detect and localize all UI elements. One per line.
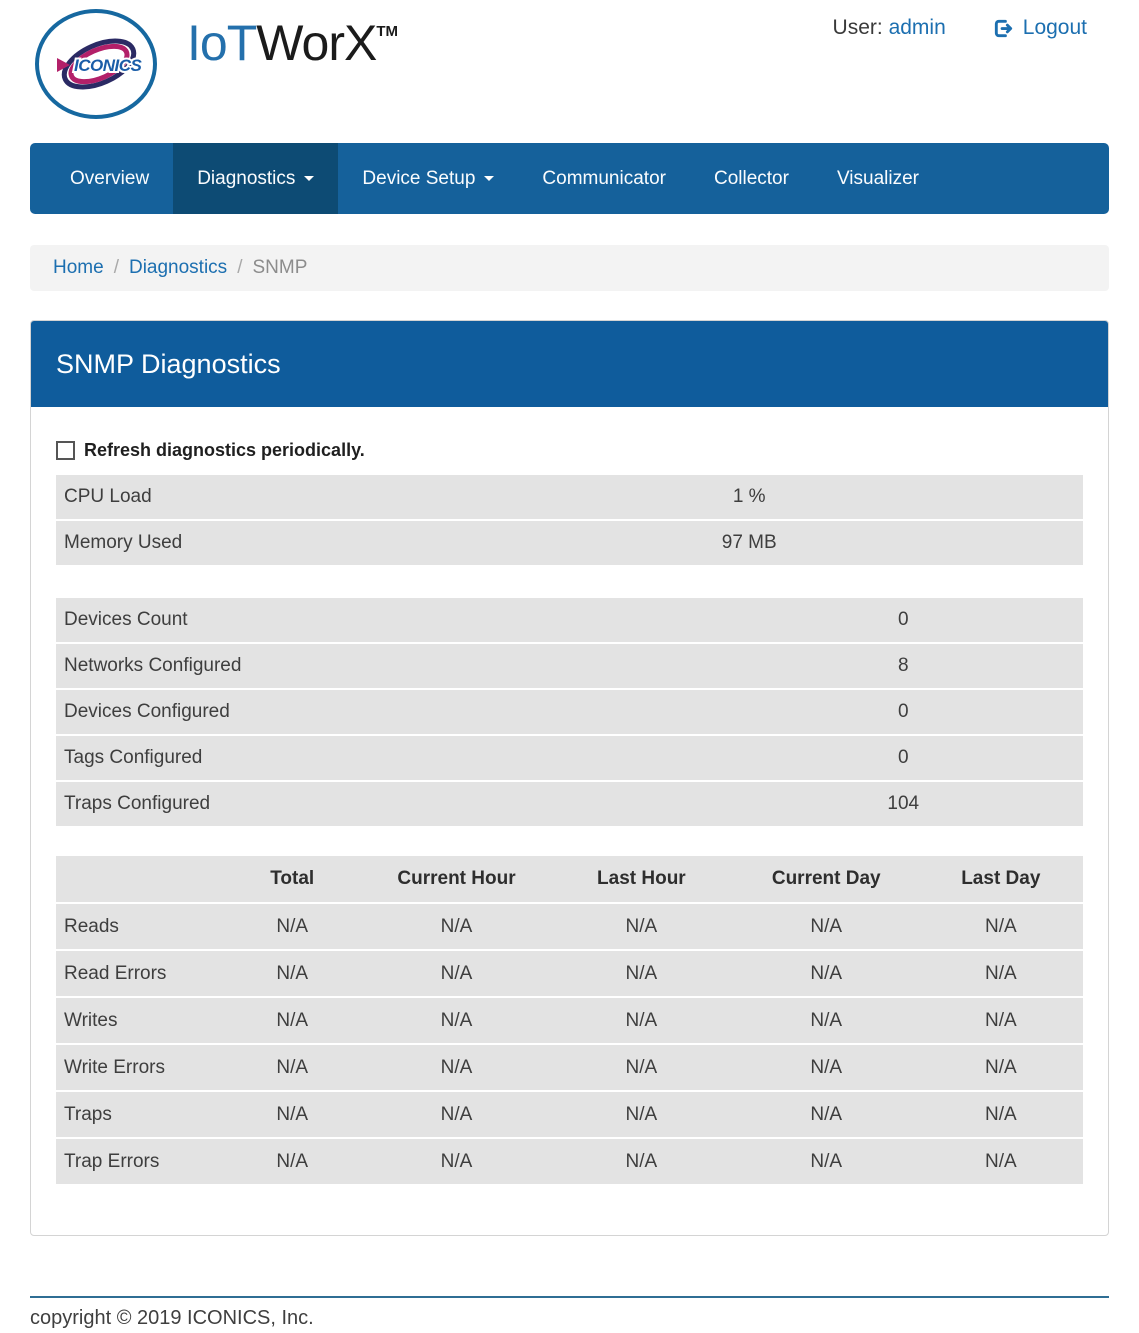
stat-label: Memory Used <box>64 532 183 553</box>
table-row <box>56 521 1083 565</box>
cell-value: N/A <box>625 1056 658 1078</box>
cell-value: N/A <box>810 1150 843 1172</box>
cell-value: N/A <box>810 915 843 937</box>
chevron-down-icon <box>304 176 314 181</box>
stat-value: 0 <box>897 609 909 630</box>
cell-value: N/A <box>625 1150 658 1172</box>
user-line <box>833 16 946 40</box>
cell-value: N/A <box>984 1009 1017 1031</box>
stat-label: Devices Configured <box>64 701 230 722</box>
system-stats-table <box>56 475 1083 565</box>
table-header-row <box>56 856 1083 902</box>
column-header: Last Day <box>961 868 1041 889</box>
cell-value: N/A <box>810 962 843 984</box>
stat-label: CPU Load <box>64 486 152 507</box>
cell-value: N/A <box>625 1103 658 1125</box>
cell-value: N/A <box>440 1103 473 1125</box>
app-title <box>187 14 398 72</box>
stat-value: 0 <box>897 701 909 722</box>
stat-value: 0 <box>897 747 909 768</box>
snmp-diagnostics-panel <box>30 320 1109 1236</box>
copyright-text: copyright © 2019 ICONICS, Inc. <box>30 1307 314 1329</box>
table-row <box>56 475 1083 519</box>
iconics-logo-icon <box>33 8 160 125</box>
row-label: Trap Errors <box>64 1150 160 1172</box>
nav-item-collector[interactable] <box>690 143 813 214</box>
cell-value: N/A <box>625 915 658 937</box>
nav-item-diagnostics[interactable] <box>173 143 338 214</box>
table-row <box>56 998 1083 1043</box>
table-row <box>56 1092 1083 1137</box>
breadcrumb <box>30 245 1109 291</box>
stat-value: 1 % <box>732 486 766 507</box>
refresh-row <box>56 440 1083 461</box>
cell-value: N/A <box>810 1056 843 1078</box>
chevron-down-icon <box>484 176 494 181</box>
table-row <box>56 690 1083 734</box>
config-stats-table <box>56 598 1083 826</box>
io-stats-table <box>56 856 1083 1184</box>
cell-value: N/A <box>810 1103 843 1125</box>
row-label: Write Errors <box>64 1056 165 1078</box>
cell-value: N/A <box>440 962 473 984</box>
nav-item-label: Overview <box>70 167 150 189</box>
nav-item-visualizer[interactable] <box>813 143 943 214</box>
cell-value: N/A <box>625 962 658 984</box>
breadcrumb-separator: / <box>237 257 243 278</box>
stat-label: Tags Configured <box>64 747 203 768</box>
trademark-mark: TM <box>376 23 399 41</box>
stat-value: 104 <box>887 793 920 814</box>
refresh-label: Refresh diagnostics periodically. <box>84 440 365 460</box>
logo-wordmark: ICONICS <box>74 56 142 75</box>
row-label: Read Errors <box>64 962 167 984</box>
refresh-checkbox[interactable] <box>56 441 75 460</box>
row-label: Traps <box>64 1103 112 1125</box>
nav-item-communicator[interactable] <box>518 143 690 214</box>
stat-value: 97 MB <box>721 532 777 553</box>
stat-label: Traps Configured <box>64 793 211 814</box>
cell-value: N/A <box>440 1150 473 1172</box>
user-name-link[interactable]: admin <box>888 16 946 39</box>
app-title-iot: IoT <box>187 15 257 71</box>
nav-item-device-setup[interactable] <box>338 143 518 214</box>
cell-value: N/A <box>810 1009 843 1031</box>
cell-value: N/A <box>984 915 1017 937</box>
nav-item-label: Communicator <box>542 167 666 189</box>
cell-value: N/A <box>984 1056 1017 1078</box>
table-row <box>56 951 1083 996</box>
logout-icon <box>992 17 1015 40</box>
cell-value: N/A <box>984 962 1017 984</box>
cell-value: N/A <box>276 1056 309 1078</box>
stat-label: Networks Configured <box>64 655 242 676</box>
stat-label: Devices Count <box>64 609 188 630</box>
table-row <box>56 1139 1083 1184</box>
column-header: Last Hour <box>597 868 686 889</box>
table-row <box>56 782 1083 826</box>
cell-value: N/A <box>440 915 473 937</box>
cell-value: N/A <box>625 1009 658 1031</box>
table-row <box>56 1045 1083 1090</box>
row-label: Writes <box>64 1009 118 1031</box>
panel-title: SNMP Diagnostics <box>31 321 1108 407</box>
app-header <box>0 0 1139 143</box>
nav-item-label: Diagnostics <box>197 167 296 189</box>
row-label: Reads <box>64 915 119 937</box>
cell-value: N/A <box>276 962 309 984</box>
cell-value: N/A <box>276 1009 309 1031</box>
cell-value: N/A <box>984 1103 1017 1125</box>
nav-item-label: Collector <box>713 167 789 189</box>
breadcrumb-current-page: SNMP <box>252 257 308 278</box>
cell-value: N/A <box>440 1009 473 1031</box>
column-header: Total <box>270 868 315 889</box>
table-row <box>56 644 1083 688</box>
cell-value: N/A <box>276 1150 309 1172</box>
table-row <box>56 598 1083 642</box>
column-header: Current Hour <box>397 868 516 889</box>
breadcrumb-home-link[interactable]: Home <box>53 257 104 278</box>
table-row <box>56 904 1083 949</box>
breadcrumb-separator: / <box>113 257 119 278</box>
stat-value: 8 <box>897 655 909 676</box>
cell-value: N/A <box>276 915 309 937</box>
account-area <box>833 16 1087 40</box>
nav-item-label: Visualizer <box>836 167 919 189</box>
app-title-worx: WorX <box>256 15 377 71</box>
nav-item-overview[interactable] <box>46 143 173 214</box>
column-header: Current Day <box>771 868 881 889</box>
cell-value: N/A <box>984 1150 1017 1172</box>
nav-item-label: Device Setup <box>362 167 476 189</box>
cell-value: N/A <box>276 1103 309 1125</box>
main-nav <box>30 143 1109 214</box>
cell-value: N/A <box>440 1056 473 1078</box>
logout-button[interactable] <box>992 16 1087 40</box>
breadcrumb-diagnostics-link[interactable]: Diagnostics <box>128 257 228 278</box>
panel-body <box>31 407 1108 1235</box>
table-row <box>56 736 1083 780</box>
logout-label: Logout <box>1022 16 1087 39</box>
user-label: User: <box>832 16 883 39</box>
page-footer <box>30 1296 1109 1330</box>
